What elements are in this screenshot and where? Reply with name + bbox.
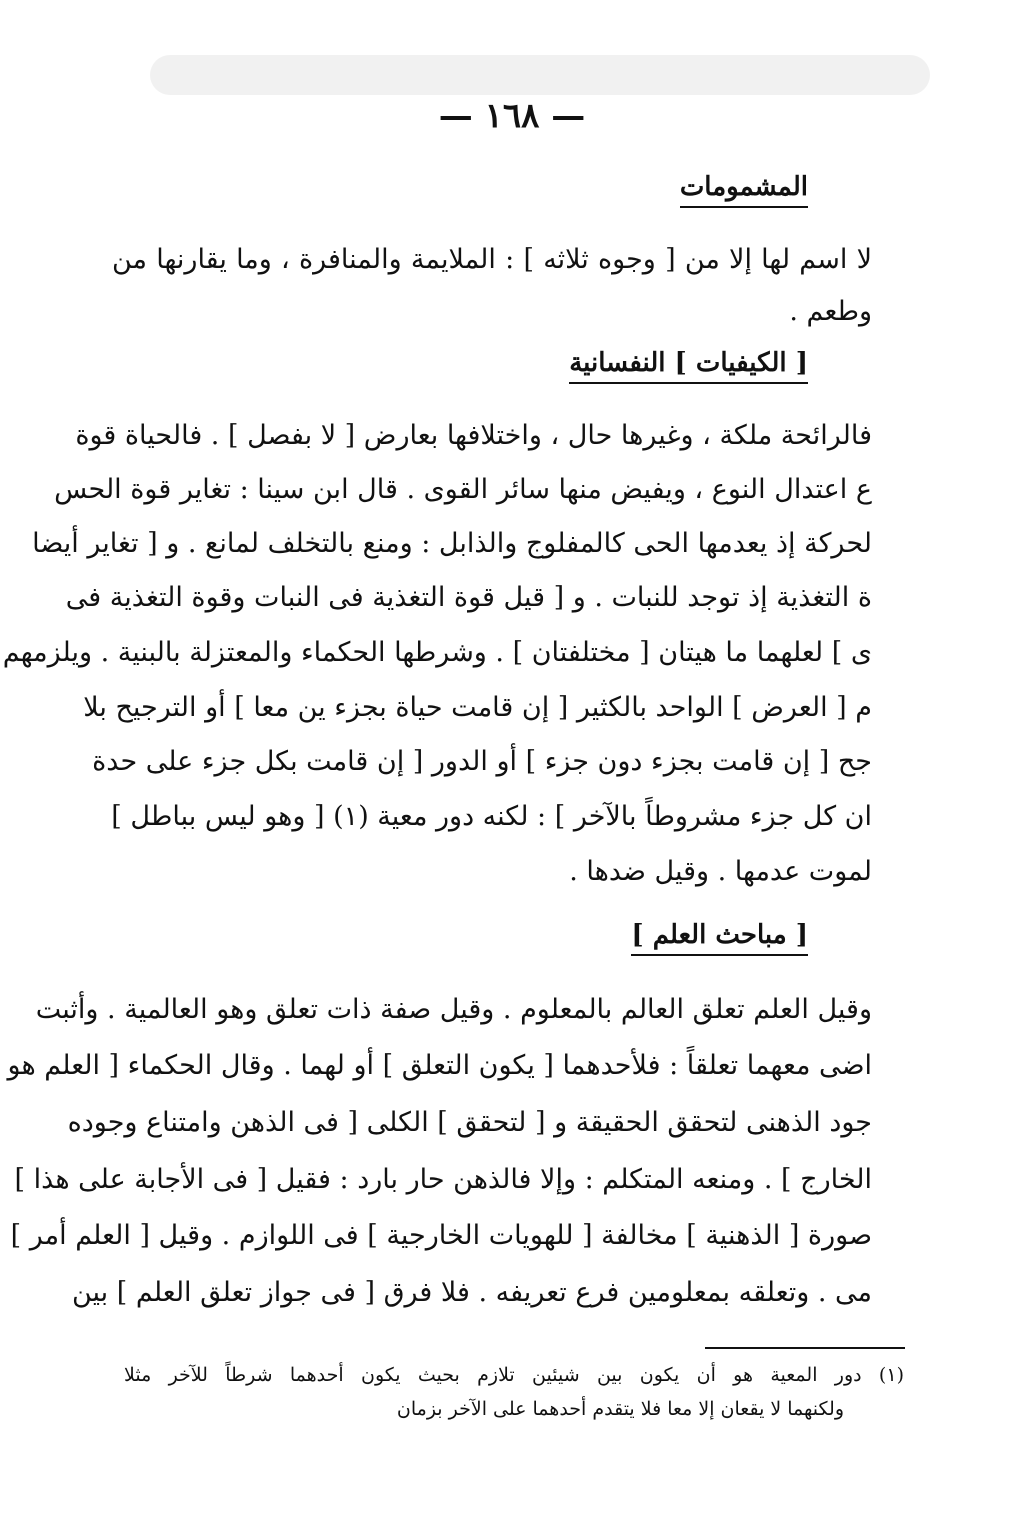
footnote-divider <box>705 1347 905 1349</box>
section-heading-psychic-qualities: [ الكيفيات ] النفسانية <box>569 348 808 384</box>
section-heading-knowledge: [ مباحث العلم ] <box>631 920 808 956</box>
text-line: صورة [ الذهنية ] مخالفة [ للهويات الخارجية ] فى اللوازم . وقيل [ العلم أمر ] <box>10 1220 872 1251</box>
text-line: لموت عدمها . وقيل ضدها . <box>569 856 872 887</box>
text-line: مى . وتعلقه بمعلومين فرع تعريفه . فلا فرق [ فى جواز تعلق العلم ] بين <box>71 1277 872 1308</box>
text-line: جود الذهنى لتحقق الحقيقة و [ لتحقق ] الكلى [ فى الذهن وامتناع وجوده <box>67 1107 872 1138</box>
footnote-line: (١) دور المعية هو أن يكون بين شيئين تلازم بحيث يكون أحدهما شرطاً للآخر مثلا <box>124 1364 904 1386</box>
text-line: فالرائحة ملكة ، وغيرها حال ، واختلافها بعارض [ لا بفصل ] . فالحياة قوة <box>75 420 872 451</box>
text-line: اضى معهما تعلقاً : فلأحدهما [ يكون التعلق ] أو لهما . وقال الحكماء [ العلم هو <box>7 1050 872 1081</box>
page-number: — ١٦٨ — <box>438 96 586 136</box>
text-line: ان كل جزء مشروطاً بالآخر ] : لكنه دور معية (١) [ وهو ليس بباطل ] <box>111 801 872 832</box>
text-line: لحركة إذ يعدمها الحى كالمفلوج والذابل : ومنع بالتخلف لمانع . و [ تغاير أيضا <box>32 528 872 559</box>
text-line: ة التغذية إذ توجد للنبات . و [ قيل قوة التغذية فى النبات وقوة التغذية فى <box>65 582 872 613</box>
text-line: ع اعتدال النوع ، ويفيض منها سائر القوى . قال ابن سينا : تغاير قوة الحس <box>54 474 872 505</box>
text-line: ى ] لعلهما ما هيتان [ مختلفتان ] . وشرطها الحكماء والمعتزلة بالبنية . ويلزمهم <box>2 637 872 668</box>
footnote-line: ولكنهما لا يقعان إلا معا فلا يتقدم أحدهما على الآخر بزمان <box>396 1398 844 1420</box>
scan-smudge <box>150 55 930 95</box>
text-line: م [ العرض ] الواحد بالكثير [ إن قامت حياة بجزء ين معا ] أو الترجيح بلا <box>83 692 872 723</box>
text-line: وقيل العلم تعلق العالم بالمعلوم . وقيل صفة ذات تعلق وهو العالمية . وأثبت <box>35 994 872 1025</box>
text-line: الخارج ] . ومنعه المتكلم : وإلا فالذهن حار بارد : فقيل [ فى الأجابة على هذا ] <box>14 1164 872 1195</box>
text-line: جح [ إن قامت بجزء دون جزء ] أو الدور [ إن قامت بكل جزء على حدة <box>92 746 872 777</box>
text-line: وطعم . <box>789 296 872 327</box>
section-heading-smells: المشمومات <box>680 172 808 208</box>
text-line: لا اسم لها إلا من [ وجوه ثلاثه ] : الملايمة والمنافرة ، وما يقارنها من <box>112 244 872 275</box>
